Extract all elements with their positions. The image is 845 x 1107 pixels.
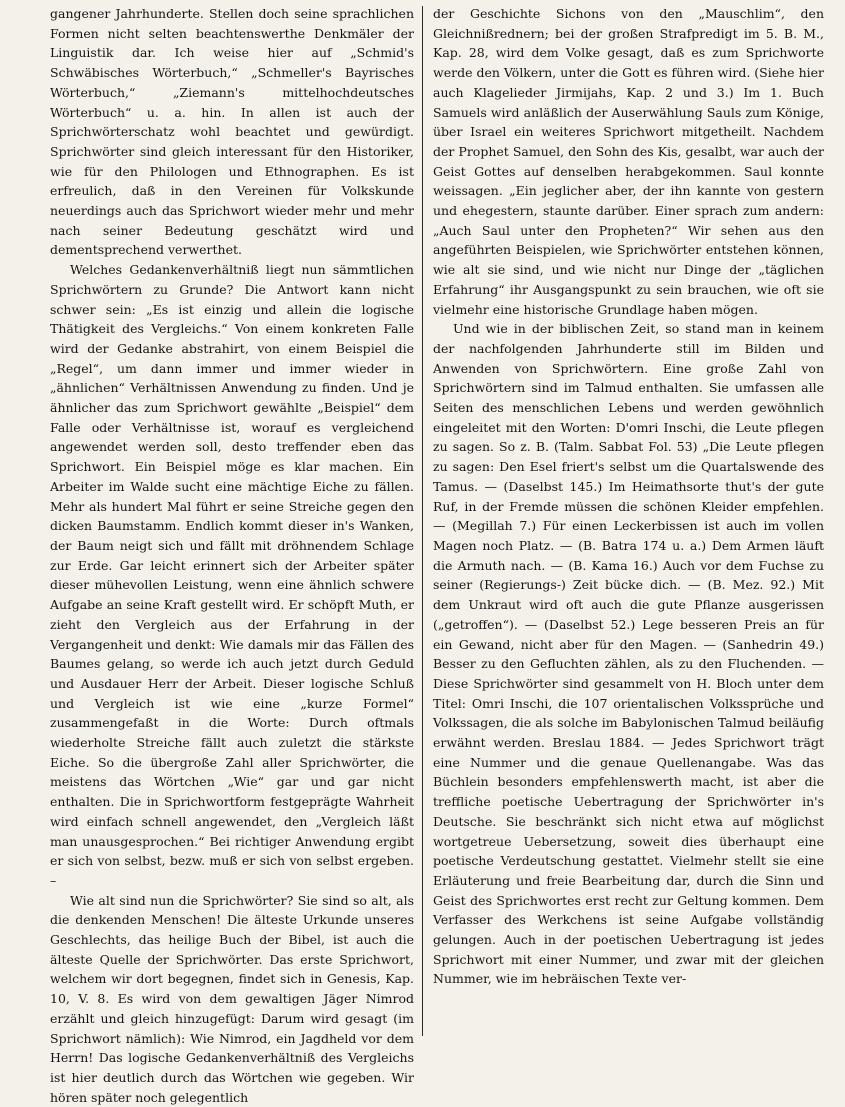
left-paragraph-1: gangener Jahrhunderte. Stellen doch seine sprachlichen Formen nicht selten beachtenswerthe Denkmäler der Linguistik dar. Ich weise hier auf „Schmid's Schwäbisches Wörterbuch,“ „Schmeller's Bayrisches Wörterbuch,“ „Ziemann's mittelhochdeutsches Wörterbuch“ u. a. hin. In allen ist auch der Sprichwörterschatz wohl beachtet und gewürdigt. Sprichwörter sind gleich interessant für den Historiker, wie für den Philologen und Ethnographen. Es ist erfreulich, daß in den Vereinen für Volkskunde neuerdings auch das Sprichwort wieder mehr und mehr nach seiner Bedeutung geschätzt wird und dementsprechend verwerthet. [50,6,414,258]
right-paragraph-1: der Geschichte Sichons von den „Mauschlim“, den Gleichnißrednern; bei der großen Strafpredigt im 5. B. M., Kap. 28, wird dem Volke gesagt, daß es zum Sprichworte werde den Völkern, unter die Gott es führen wird. (Siehe hier auch Klagelieder Jirmijahs, Kap. 2 und 3.) Im 1. Buch Samuels wird anläßlich der Auserwählung Sauls zum Könige, über Israel ein weiteres Sprichwort mitgetheilt. Nachdem der Prophet Samuel, den Sohn des Kis, gesalbt, war auch der Geist Gottes auf denselben herabgekommen. Saul konnte weissagen. „Ein jeglicher aber, der ihn kannte von gestern und ehegestern, staunte darüber. Einer sprach zum andern: „Auch Saul unter den Propheten?“ Wir sehen aus den angeführten Beispielen, wie Sprichwörter entstehen können, wie alt sie sind, und wie nicht nur Dinge der „täglichen Erfahrung“ ihr Ausgangspunkt zu sein brauchen, wie oft sie vielmehr eine historische Grundlage haben mögen. [433,6,824,317]
right-column [423,4,828,1035]
text-columns [10,4,839,1105]
left-paragraph-2: Welches Gedankenverhältniß liegt nun sämmtlichen Sprichwörtern zu Grunde? Die Antwort kann nicht schwer sein: „Es ist einzig und allein die logische Thätigkeit des Vergleichs.“ Von einem konkreten Falle wird der Gedanke abstrahirt, von einem Beispiel die „Regel“, um dann immer und immer wieder in „ähnlichen“ Verhältnissen Anwendung zu finden. Und je ähnlicher das zum Sprichwort gewählte „Beispiel“ dem Falle oder Verhältnisse ist, worauf es vergleichend angewendet werden soll, desto treffender eben das Sprichwort. Ein Beispiel möge es klar machen. Ein Arbeiter im Walde sucht eine mächtige Eiche zu fällen. Mehr als hundert Mal führt er seine Streiche gegen den dicken Baumstamm. Endlich kommt dieser in's Wanken, der Baum neigt sich und fällt mit dröhnendem Schlage zur Erde. Gar leicht erinnert sich der Arbeiter später dieser mühevollen Leistung, wenn eine ähnlich schwere Aufgabe an seine Kraft gestellt wird. Er schöpft Muth, er zieht den Vergleich aus der Erfahrung in der Vergangenheit und denkt: Wie damals mir das Fällen des Baumes gelang, so werde ich auch jetzt durch Geduld und Ausdauer Herr der Arbeit. Dieser logische Schluß und Vergleich ist wie eine „kurze Formel“ zusammengefaßt in die Worte: Durch oftmals wiederholte Streiche fällt auch zuletzt die stärkste Eiche. So die übergroße Zahl aller Sprichwörter, die meistens das Wörtchen „Wie“ gar und gar nicht enthalten. Die in Sprichwortform festgeprägte Wahrheit wird einfach schnell angewendet, den „Vergleich läßt man unausgesprochen.“ Bei richtiger Anwendung ergibt er sich von selbst, bezw. muß er sich von selbst ergeben. – [50,262,414,888]
right-paragraph-2: Und wie in der biblischen Zeit, so stand man in keinem der nachfolgenden Jahrhunderte still im Bilden und Anwenden von Sprichwörtern. Eine große Zahl von Sprichwörtern sind im Talmud enthalten. Sie umfassen alle Seiten des menschlichen Lebens und werden gewöhnlich eingeleitet mit den Worten: D'omri Inschi, die Leute pflegen zu sagen. So z. B. (Talm. Sabbat Fol. 53) „Die Leute pflegen zu sagen: Den Esel friert's selbst um die Quartalswende des Tamus. — (Daselbst 145.) Im Heimathsorte thut's der gute Ruf, in der Fremde müssen die schönen Kleider empfehlen. — (Megillah 7.) Für einen Leckerbissen ist auch im vollen Magen noch Platz. — (B. Batra 174 u. a.) Dem Armen läuft die Armuth nach. — (B. Kama 16.) Auch vor dem Fuchse zu seiner (Regierungs-) Zeit bücke dich. — (B. Mez. 92.) Mit dem Unkraut wird oft auch die gute Pflanze ausgerissen („getroffen“). — (Daselbst 52.) Lege besseren Preis an für ein Gewand, nicht aber für den Magen. — (Sanhedrin 49.) Besser zu den Gefluchten zählen, als zu den Fluchenden. — Diese Sprichwörter sind gesammelt von H. Bloch unter dem Titel: Omri Inschi, die 107 orientalischen Volkssprüche und Volkssagen, die als solche im Babylonischen Talmud beiläufig erwähnt werden. Breslau 1884. — Jedes Sprichwort trägt eine Nummer und die genaue Quellenangabe. Was das Büchlein besonders empfehlenswerth macht, ist aber die treffliche poetische Uebertragung der Sprichwörter in's Deutsche. Sie beschränkt sich nicht etwa auf möglichst wortgetreue Uebersetzung, soweit dies überhaupt eine poetische Verdeutschung gestattet. Vielmehr stellt sie eine Erläuterung und freie Bearbeitung dar, durch die Sinn und Geist des Sprichwortes erst recht zur Geltung kommen. Dem Verfasser des Werkchens ist seine Aufgabe vollständig gelungen. Auch in der poetischen Uebertragung ist jedes Sprichwort mit einer Nummer, und zwar mit der gleichen Nummer, wie im hebräischen Texte ver- [433,321,824,987]
left-column [10,4,422,1105]
left-paragraph-3: Wie alt sind nun die Sprichwörter? Sie sind so alt, als die denkenden Menschen! Die älteste Urkunde unseres Geschlechts, das heilige Buch der Bibel, ist auch die älteste Quelle der Sprichwörter. Das erste Sprichwort, welchem wir dort begegnen, findet sich in Genesis, Kap. 10, V. 8. Es wird von dem gewaltigen Jäger Nimrod erzählt und gleich hinzugefügt: Darum wird gesagt (im Sprichwort nämlich): Wie Nimrod, ein Jagdheld vor dem Herrn! Das logische Gedankenverhältniß des Vergleichs ist hier deutlich durch das Wörtchen wie gegeben. Wir hören später noch gelegentlich [50,892,414,1105]
